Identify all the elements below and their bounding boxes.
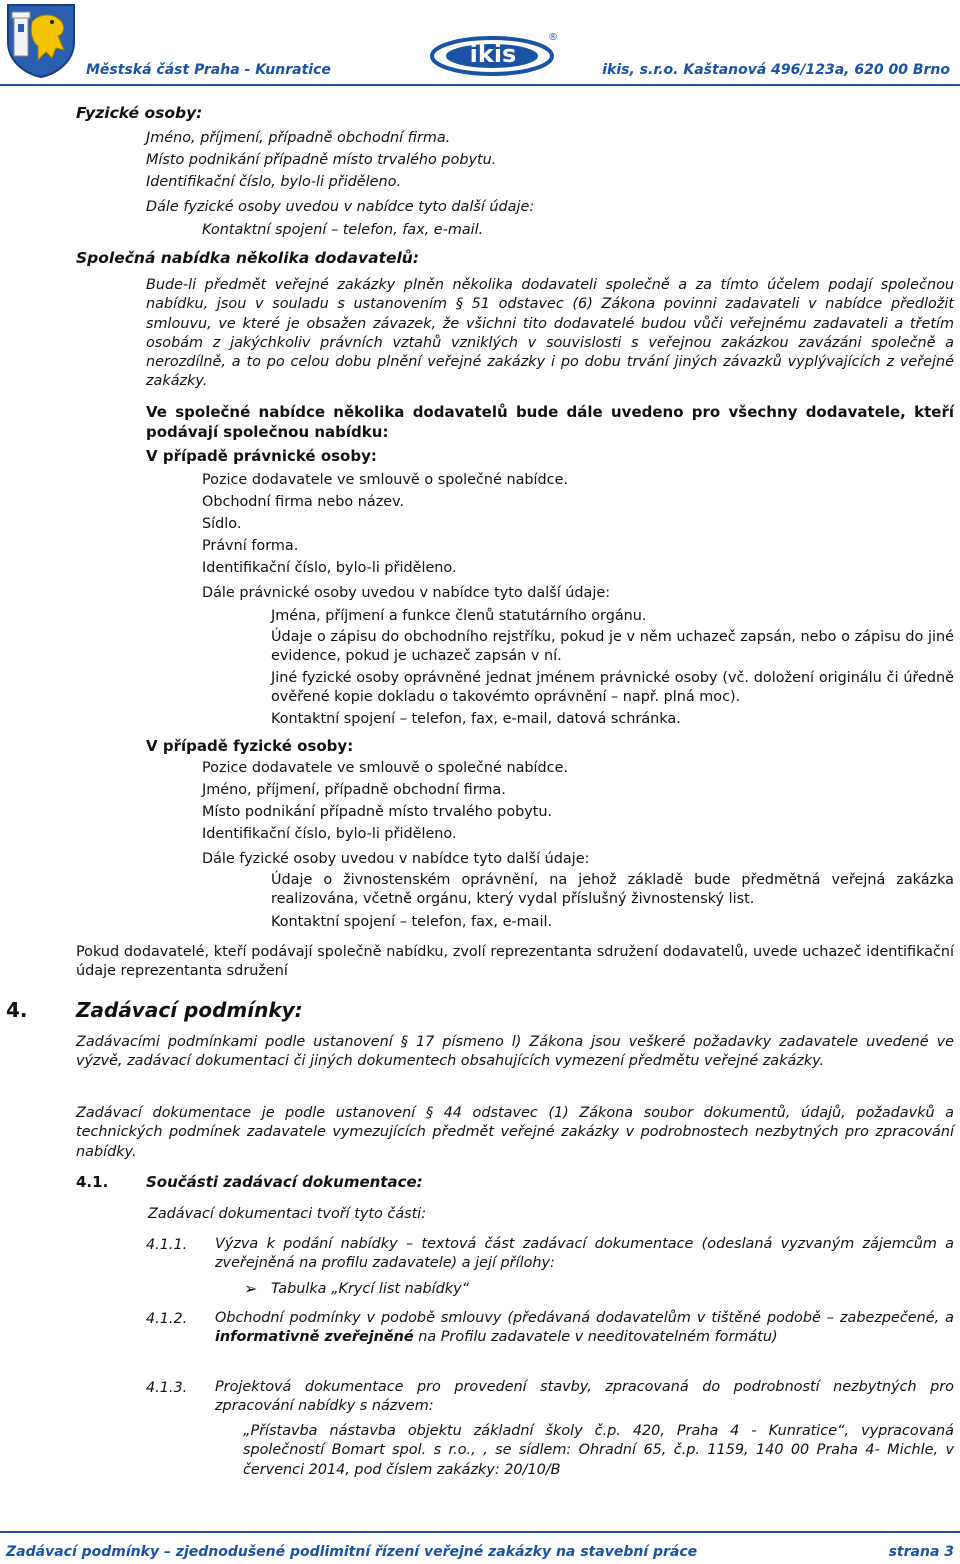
pravnicke-sub-item: Údaje o zápisu do obchodního rejstříku, pokud je v něm uchazeč zapsán, nebo o zápisu do jiné evidence, pokud je uchazeč zapsán v ní. xyxy=(271,629,954,665)
item-number: 4.1.1. xyxy=(146,1237,188,1253)
item-text xyxy=(215,1309,954,1348)
spolecna-heading: Společná nabídka několika dodavatelů: xyxy=(76,249,420,267)
pravnicke-line: Pozice dodavatele ve smlouvě o společné nabídce. xyxy=(202,472,569,488)
fyzicke-line: Identifikační číslo, bylo-li přiděleno. xyxy=(146,174,402,190)
coat-of-arms-icon xyxy=(4,2,78,78)
subsection-number: 4.1. xyxy=(76,1173,109,1191)
section-4-title: Zadávací podmínky: xyxy=(76,998,303,1022)
spolecna-closing: Pokud dodavatelé, kteří podávají společně nabídku, zvolí reprezentanta sdružení dodavatelů, uvede uchazeč identifikační údaje reprezentanta sdružení xyxy=(76,944,954,980)
fyzicke-line: Dále fyzické osoby uvedou v nabídce tyto další údaje: xyxy=(146,199,535,215)
header-rule xyxy=(0,84,960,86)
section-4-heading xyxy=(6,998,303,1022)
pravnicke-sub-item: Kontaktní spojení – telefon, fax, e-mail, datová schránka. xyxy=(271,711,681,727)
footer-title: Zadávací podmínky – zjednodušené podlimitní řízení veřejné zakázky na stavební práce xyxy=(6,1544,698,1560)
pravnicke-line: Sídlo. xyxy=(202,516,242,532)
section-4-number: 4. xyxy=(6,998,28,1022)
fyzicke-osoby-line: Identifikační číslo, bylo-li přiděleno. xyxy=(202,826,457,842)
pravnicke-line: Právní forma. xyxy=(202,538,299,554)
footer-rule xyxy=(0,1531,960,1533)
ikis-logo-text: ikis xyxy=(469,40,517,68)
item-bullet: Tabulka „Krycí list nabídky“ xyxy=(271,1281,470,1297)
section-4-paragraph: Zadávacími podmínkami podle ustanovení § 17 písmeno l) Zákona jsou veškeré požadavky zadavatele uvedené ve výzvě, zadávací dokumentaci či jiných dokumentech obsahujících vymezení předmětu veřejné zakázky. xyxy=(76,1034,954,1070)
header-municipality: Městská část Praha - Kunratice xyxy=(86,62,331,78)
subsection-intro: Zadávací dokumentaci tvoří tyto části: xyxy=(148,1206,427,1222)
fyzicke-line: Kontaktní spojení – telefon, fax, e-mail. xyxy=(202,222,484,238)
arrow-bullet-icon: ➢ xyxy=(244,1279,258,1298)
header-company: ikis, s.r.o. Kaštanová 496/123a, 620 00 Brno xyxy=(602,62,950,78)
pravnicke-line: Obchodní firma nebo název. xyxy=(202,494,405,510)
item-text-a: Obchodní podmínky v podobě smlouvy (předávaná dodavatelům v tištěné podobě – zabezpečené, a xyxy=(215,1310,954,1326)
fyzicke-osoby-sub-item: Kontaktní spojení – telefon, fax, e-mail. xyxy=(271,914,553,930)
pravnicke-line: Dále právnické osoby uvedou v nabídce tyto další údaje: xyxy=(202,585,611,601)
item-number: 4.1.2. xyxy=(146,1311,188,1327)
item-text-b: na Profilu zadavatele v needitovatelném formátu) xyxy=(413,1329,778,1346)
item-number: 4.1.3. xyxy=(146,1380,188,1396)
pravnicke-line: Identifikační číslo, bylo-li přiděleno. xyxy=(202,560,457,576)
registered-mark: ® xyxy=(548,32,558,43)
fyzicke-heading: Fyzické osoby: xyxy=(76,104,203,122)
spolecna-bold-intro: Ve společné nabídce několika dodavatelů bude dále uvedeno pro všechny dodavatele, kteří podávají společnou nabídku: xyxy=(146,403,954,441)
fyzicke-osoby-line: Pozice dodavatele ve smlouvě o společné nabídce. xyxy=(202,760,569,776)
fyzicke-osoby-line: Jméno, příjmení, případně obchodní firma. xyxy=(202,782,506,798)
fyzicke-osoby-line: Dále fyzické osoby uvedou v nabídce tyto další údaje: xyxy=(202,851,590,867)
section-4-paragraph: Zadávací dokumentace je podle ustanovení § 44 odstavec (1) Zákona soubor dokumentů, údajů, požadavků a technických podmínek zadavatele vymezujících předmět veřejné zakázky v podrobnostech nezbytných pro zpracování nabídky. xyxy=(76,1105,954,1160)
subsection-title: Součásti zadávací dokumentace: xyxy=(146,1173,423,1191)
pravnicke-heading: V případě právnické osoby: xyxy=(146,447,377,465)
page-number: strana 3 xyxy=(888,1544,954,1560)
ikis-logo xyxy=(430,32,560,76)
fyzicke-osoby-line: Místo podnikání případně místo trvalého pobytu. xyxy=(202,804,553,820)
fyzicke-line: Jméno, příjmení, případně obchodní firma. xyxy=(146,130,451,146)
item-quote: „Přístavba nástavba objektu základní školy č.p. 420, Praha 4 - Kunratice“, vypracovaná společností Bomart spol. s r.o., , se sídlem: Ohradní 65, č.p. 1159, 140 00 Praha 4- Michle, v červenci 2014, pod číslem zakázky: 20/10/B xyxy=(243,1423,954,1478)
item-text: Projektová dokumentace pro provedení stavby, zpracovaná do podrobností nezbytných pro zpracování nabídky s názvem: xyxy=(215,1379,954,1415)
fyzicke-osoby-sub-item: Údaje o živnostenském oprávnění, na jehož základě bude předmětná veřejná zakázka realizována, včetně orgánu, který vydal příslušný živnostenský list. xyxy=(271,872,954,908)
spolecna-paragraph: Bude-li předmět veřejné zakázky plněn několika dodavateli společně a za tímto účelem podají společnou nabídku, jsou v souladu s ustanovením § 51 odstavec (6) Zákona povinni zadavateli v nabídce předložit smlouvu, ve které je obsažen závazek, že všichni tito dodavatelé budou vůči veřejnému zadavateli a třetím osobám z jakýchkoliv právních vztahů vzniklých v souvislosti s veřejnou zakázkou zavázáni společně a nerozdílně, a to po celou dobu plnění veřejné zakázky i po dobu trvání jiných závazků vyplývajících z veřejné zakázky. xyxy=(146,277,954,390)
pravnicke-sub-item: Jiné fyzické osoby oprávněné jednat jménem právnické osoby (vč. doložení originálu či úředně ověřené kopie dokladu o takovémto oprávnění – např. plná moc). xyxy=(271,670,954,706)
fyzicke-line: Místo podnikání případně místo trvalého pobytu. xyxy=(146,152,497,168)
item-text: Výzva k podání nabídky – textová část zadávací dokumentace (odeslaná vyzvaným zájemcům a zveřejněná na profilu zadavatele) a její přílohy: xyxy=(215,1236,954,1272)
pravnicke-sub-item: Jména, příjmení a funkce členů statutárního orgánu. xyxy=(271,608,647,624)
fyzicke-osoby-heading: V případě fyzické osoby: xyxy=(146,737,354,755)
item-text-bold: informativně zveřejněné xyxy=(215,1329,414,1346)
